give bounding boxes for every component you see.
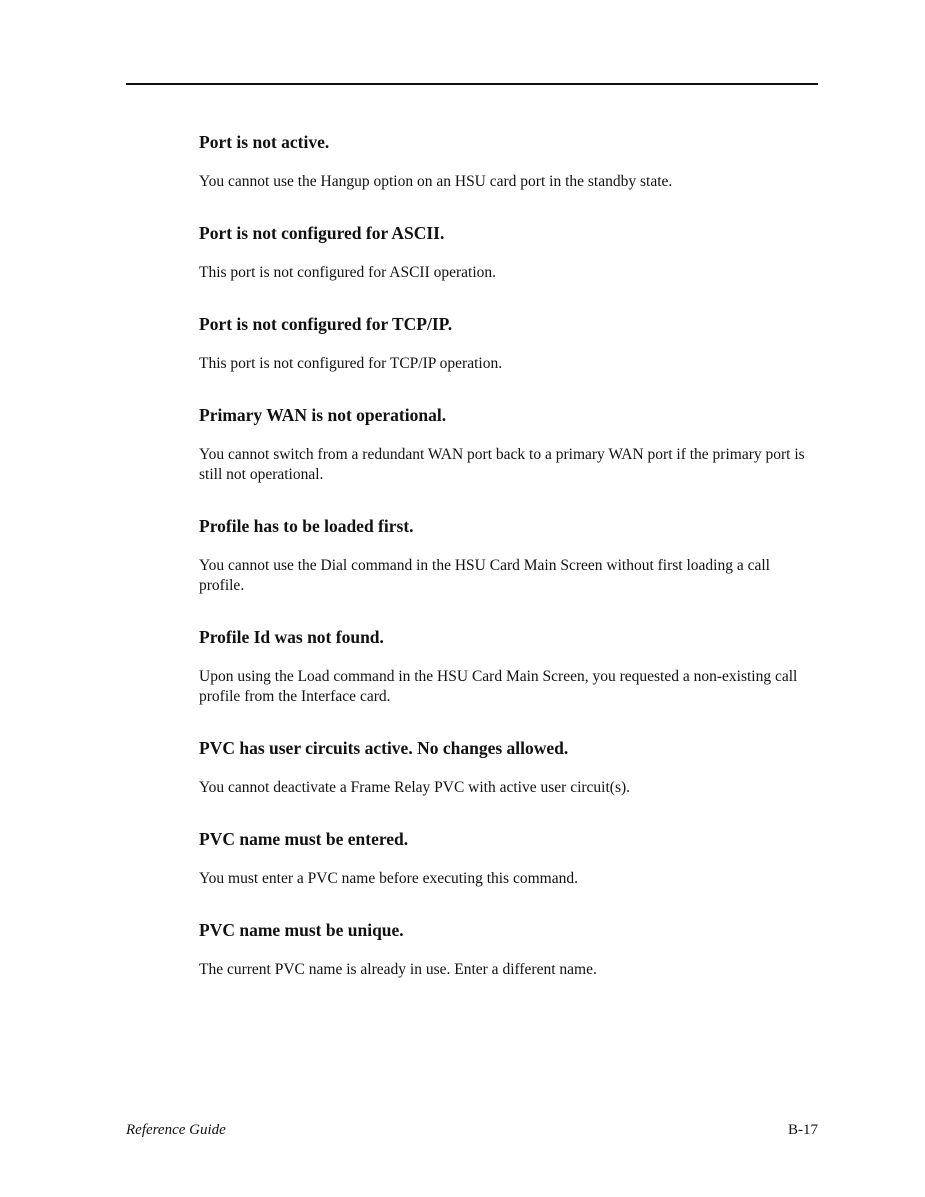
message-entry-port-not-tcpip [199, 312, 819, 374]
message-entry-pvc-name-unique [199, 918, 819, 980]
message-description: The current PVC name is already in use. Enter a different name. [199, 961, 597, 978]
message-title: Primary WAN is not operational. [199, 405, 447, 425]
message-entry-profile-load-first [199, 514, 819, 596]
message-description: You cannot use the Dial command in the HSU Card Main Screen without first loading a call profile. [199, 557, 770, 594]
message-title: Port is not active. [199, 132, 330, 152]
message-title: PVC name must be entered. [199, 829, 409, 849]
message-title: Port is not configured for TCP/IP. [199, 314, 453, 334]
message-description: You cannot deactivate a Frame Relay PVC with active user circuit(s). [199, 779, 631, 796]
footer-page-number: B-17 [788, 1122, 818, 1138]
message-entry-port-not-active [199, 130, 819, 192]
message-entry-port-not-ascii [199, 221, 819, 283]
message-entry-pvc-name-entered [199, 827, 819, 889]
message-entry-profile-id-not-found [199, 625, 819, 707]
message-title: PVC name must be unique. [199, 920, 404, 940]
message-description: You must enter a PVC name before executing this command. [199, 870, 578, 887]
message-entry-primary-wan [199, 403, 819, 485]
message-description: You cannot switch from a redundant WAN port back to a primary WAN port if the primary port is still not operational. [199, 446, 805, 483]
message-description: You cannot use the Hangup option on an HSU card port in the standby state. [199, 173, 673, 190]
message-entry-pvc-circuits-active [199, 736, 819, 798]
header-rule [126, 83, 818, 85]
message-description: This port is not configured for TCP/IP operation. [199, 355, 503, 372]
message-title: Profile Id was not found. [199, 627, 384, 647]
footer-document-title: Reference Guide [126, 1122, 226, 1138]
message-list [199, 130, 819, 1009]
message-description: Upon using the Load command in the HSU Card Main Screen, you requested a non-existing call profile from the Interface card. [199, 668, 798, 705]
message-title: PVC has user circuits active. No changes allowed. [199, 738, 569, 758]
message-title: Profile has to be loaded first. [199, 516, 414, 536]
message-description: This port is not configured for ASCII operation. [199, 264, 497, 281]
message-title: Port is not configured for ASCII. [199, 223, 445, 243]
